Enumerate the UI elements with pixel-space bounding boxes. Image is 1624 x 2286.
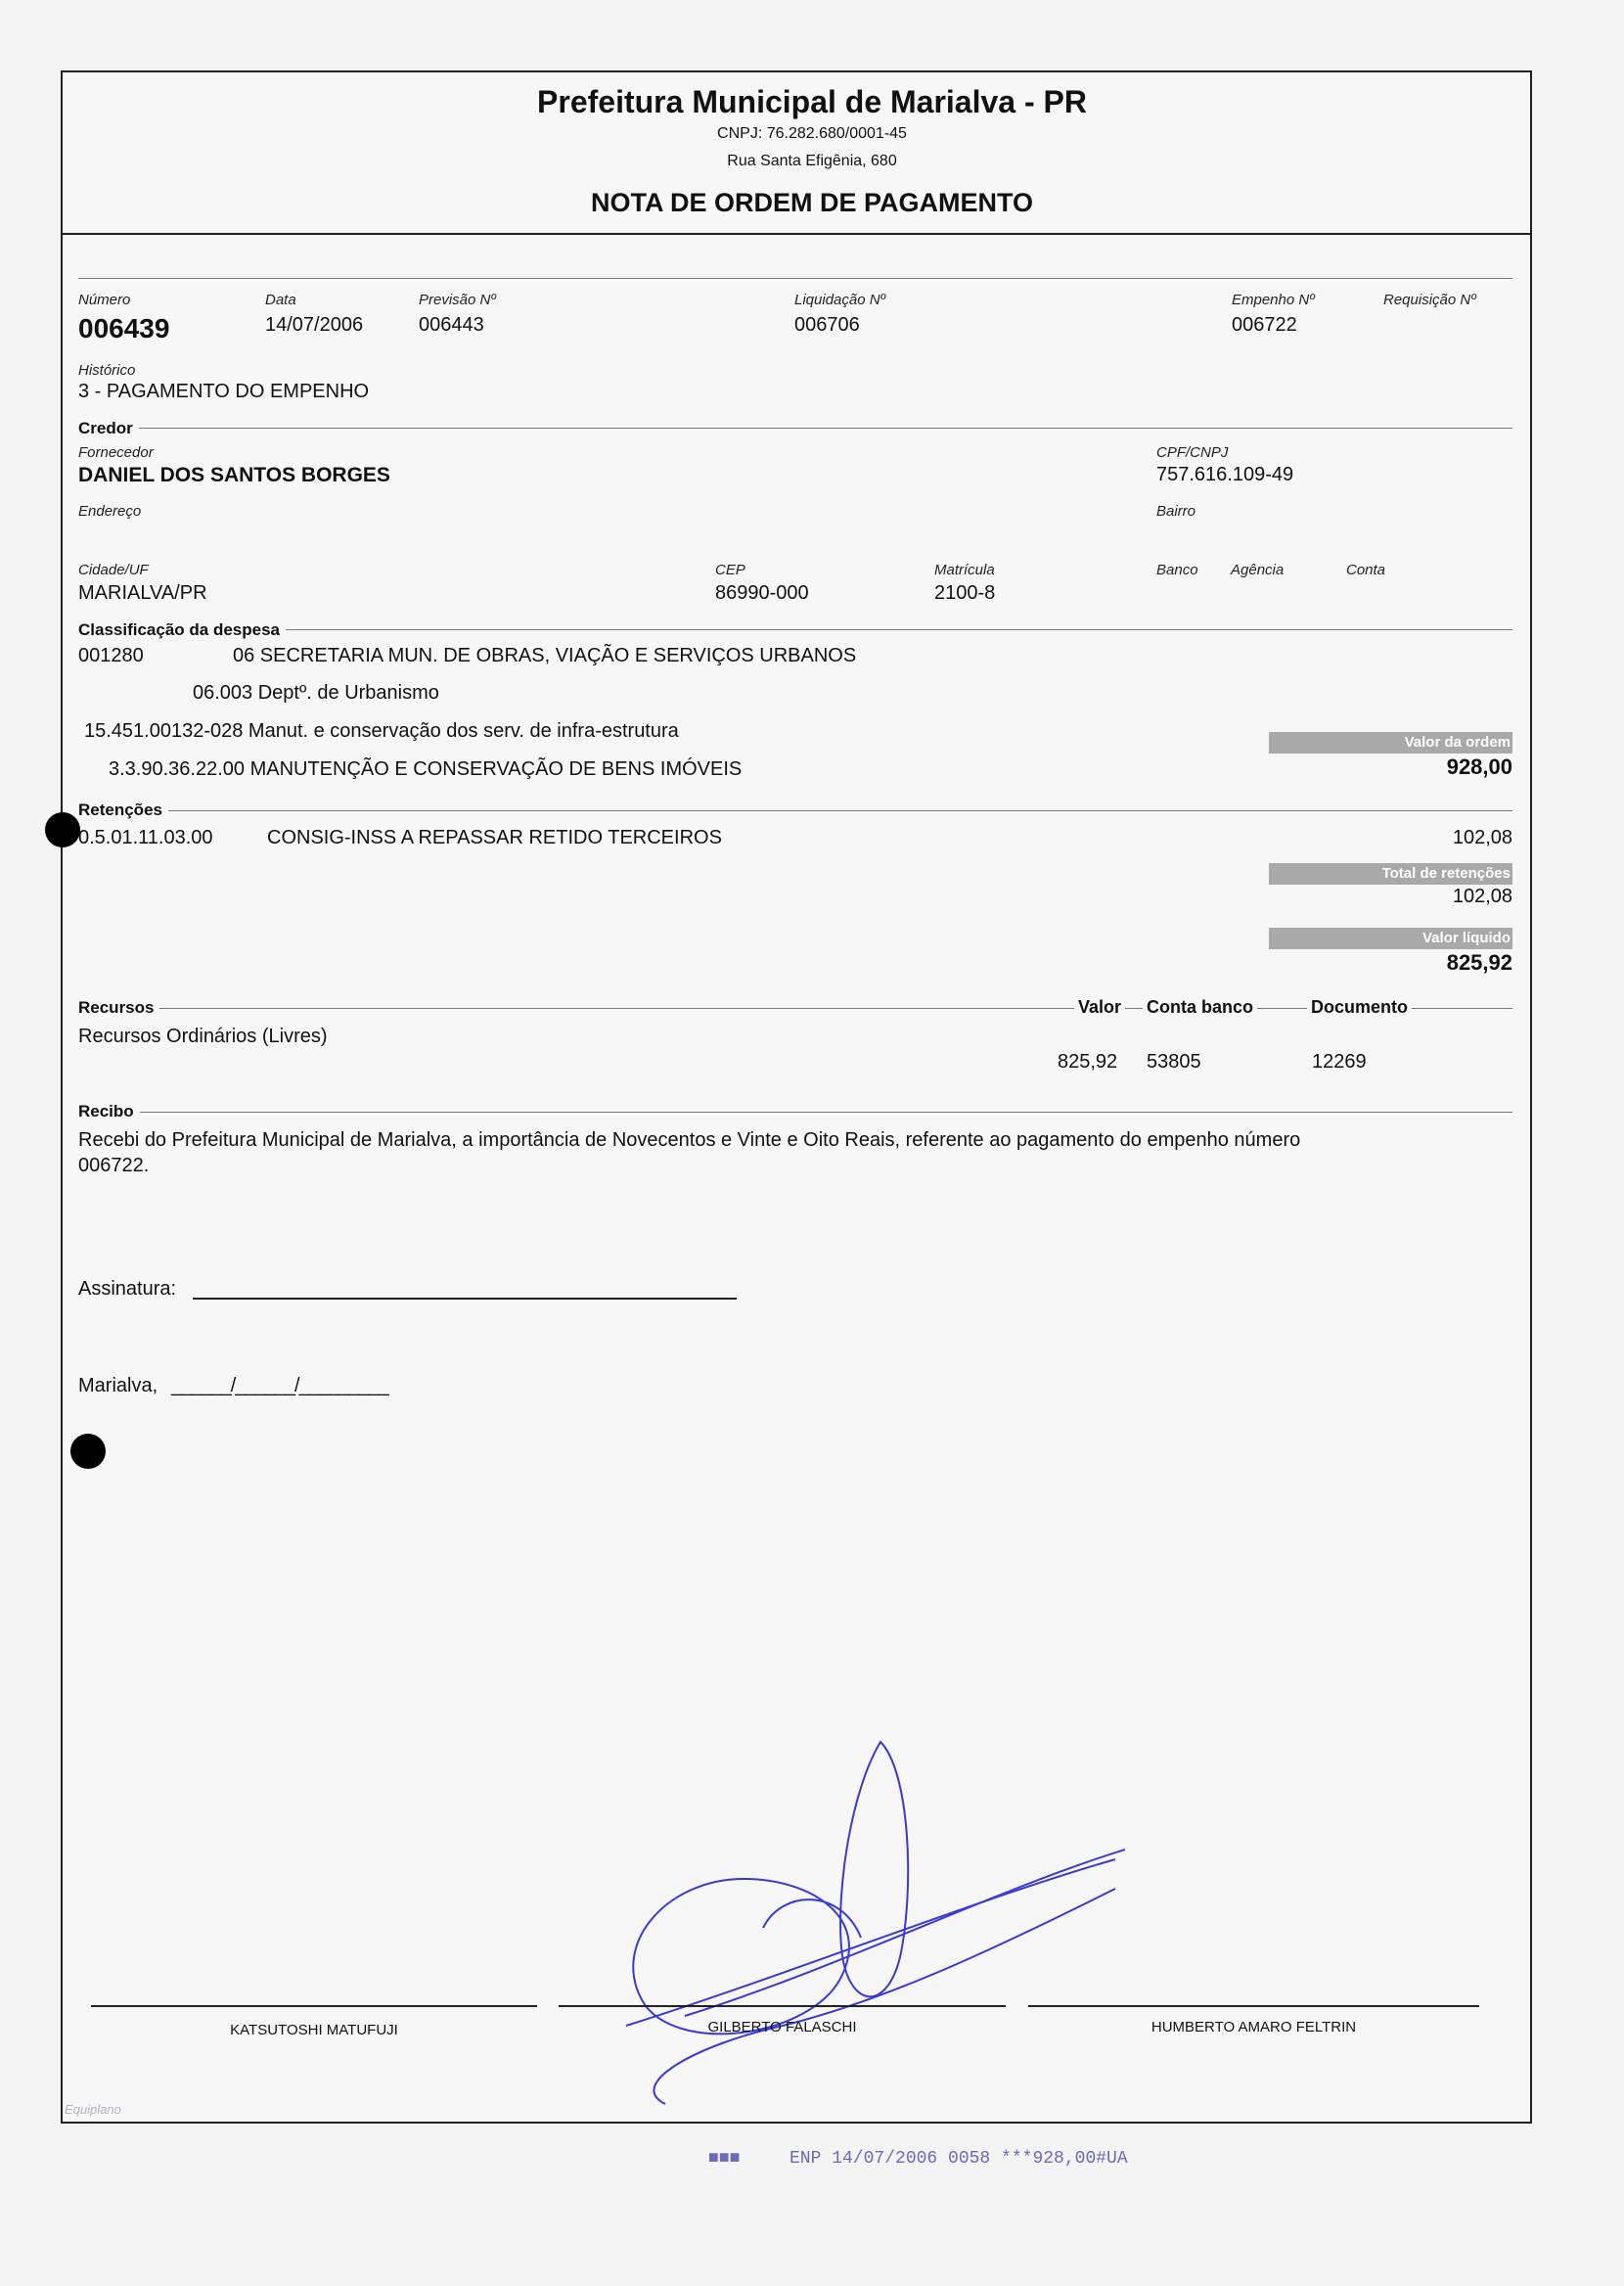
total-retencoes-label: Total de retenções xyxy=(1269,863,1512,885)
recibo-section-title: Recibo xyxy=(78,1102,140,1121)
recursos-documento-label: Documento xyxy=(1307,997,1412,1018)
recursos-desc: Recursos Ordinários (Livres) xyxy=(78,1026,328,1047)
local-label: Marialva, xyxy=(78,1375,158,1396)
recursos-conta-label: Conta banco xyxy=(1143,997,1257,1018)
fornecedor-value: DANIEL DOS SANTOS BORGES xyxy=(78,464,390,486)
retencao-value: 102,08 xyxy=(1452,827,1512,848)
bank-stamp: ENP 14/07/2006 0058 ***928,00#UA xyxy=(789,2149,1128,2169)
previsao-label: Previsão Nº xyxy=(419,292,496,308)
total-retencoes-value: 102,08 xyxy=(1452,886,1512,907)
requisicao-label: Requisição Nº xyxy=(1383,292,1476,308)
retencoes-line xyxy=(78,810,1512,811)
recursos-valor: 825,92 xyxy=(1058,1051,1118,1073)
historico-label: Histórico xyxy=(78,362,136,379)
address-line: Rua Santa Efigênia, 680 xyxy=(727,153,897,169)
handwritten-signature xyxy=(587,1732,1135,2114)
retencao-desc: CONSIG-INSS A REPASSAR RETIDO TERCEIROS xyxy=(267,827,722,848)
valor-liquido-label: Valor líquido xyxy=(1269,928,1512,949)
signature-line-2 xyxy=(559,2005,1006,2007)
recursos-documento: 12269 xyxy=(1312,1051,1367,1073)
cep-label: CEP xyxy=(715,562,745,578)
cpf-value: 757.616.109-49 xyxy=(1156,464,1294,485)
agencia-label: Agência xyxy=(1231,562,1285,578)
classif-departamento: 06.003 Deptº. de Urbanismo xyxy=(193,682,439,704)
previsao-value: 006443 xyxy=(419,314,484,336)
credor-line xyxy=(78,428,1512,429)
valor-ordem-value: 928,00 xyxy=(1446,754,1512,779)
recursos-line xyxy=(78,1008,1512,1009)
valor-liquido-value: 825,92 xyxy=(1446,950,1512,975)
recibo-line xyxy=(78,1112,1512,1113)
recibo-text: Recebi do Prefeitura Municipal de Marialva, a importância de Novecentos e Vinte e Oito Reais, referente ao pagamento do empenho número xyxy=(78,1129,1301,1151)
classif-secretaria: 06 SECRETARIA MUN. DE OBRAS, VIAÇÃO E SERVIÇOS URBANOS xyxy=(233,645,857,666)
classif-code: 001280 xyxy=(78,645,144,666)
numero-label: Número xyxy=(78,292,131,308)
fornecedor-label: Fornecedor xyxy=(78,444,154,461)
classif-natureza: 3.3.90.36.22.00 MANUTENÇÃO E CONSERVAÇÃO DE BENS IMÓVEIS xyxy=(109,758,743,780)
bairro-label: Bairro xyxy=(1156,503,1196,520)
cep-value: 86990-000 xyxy=(715,582,809,604)
conta-label: Conta xyxy=(1346,562,1386,578)
data-label: Data xyxy=(265,292,296,308)
date-blanks: ______/______/_________ xyxy=(171,1375,388,1396)
signature-line-3 xyxy=(1028,2005,1479,2007)
cidade-label: Cidade/UF xyxy=(78,562,149,578)
signatory-1: KATSUTOSHI MATUFUJI xyxy=(230,2022,398,2038)
cnpj-line: CNPJ: 76.282.680/0001-45 xyxy=(717,125,907,142)
punch-hole-top xyxy=(45,812,80,847)
signatory-3: HUMBERTO AMARO FELTRIN xyxy=(1150,2019,1357,2035)
numero-value: 006439 xyxy=(78,313,170,343)
recibo-text-cont: 006722. xyxy=(78,1155,150,1176)
endereco-label: Endereço xyxy=(78,503,142,520)
matricula-label: Matrícula xyxy=(934,562,995,578)
recursos-valor-label: Valor xyxy=(1074,997,1125,1018)
recursos-section-title: Recursos xyxy=(78,998,159,1018)
signatory-2: GILBERTO FALASCHI xyxy=(707,2019,857,2035)
assinatura-line xyxy=(193,1298,737,1300)
assinatura-label: Assinatura: xyxy=(78,1278,177,1300)
ident-top-line xyxy=(78,278,1512,279)
empenho-label: Empenho Nº xyxy=(1232,292,1315,308)
bank-stamp-icon: ■■■ xyxy=(708,2149,741,2169)
document-title: NOTA DE ORDEM DE PAGAMENTO xyxy=(590,188,1033,217)
empenho-value: 006722 xyxy=(1232,314,1297,336)
historico-value: 3 - PAGAMENTO DO EMPENHO xyxy=(78,381,370,402)
cidade-value: MARIALVA/PR xyxy=(78,582,207,604)
credor-section-title: Credor xyxy=(78,419,139,438)
retencao-code: 0.5.01.11.03.00 xyxy=(78,827,213,848)
municipality-title: Prefeitura Municipal de Marialva - PR xyxy=(537,84,1087,119)
header-divider xyxy=(61,233,1530,235)
punch-hole-bottom xyxy=(70,1434,106,1469)
classificacao-section-title: Classificação da despesa xyxy=(78,620,286,640)
cpf-label: CPF/CNPJ xyxy=(1156,444,1229,461)
valor-ordem-label: Valor da ordem xyxy=(1269,732,1512,754)
liquidacao-value: 006706 xyxy=(794,314,860,336)
retencoes-section-title: Retenções xyxy=(78,800,168,820)
data-value: 14/07/2006 xyxy=(265,314,364,336)
software-watermark: Equiplano xyxy=(65,2102,121,2117)
classificacao-line xyxy=(78,629,1512,630)
banco-label: Banco xyxy=(1156,562,1198,578)
matricula-value: 2100-8 xyxy=(934,582,996,604)
classif-programa: 15.451.00132-028 Manut. e conservação dos serv. de infra-estrutura xyxy=(84,720,679,742)
recursos-conta: 53805 xyxy=(1147,1051,1201,1073)
signature-line-1 xyxy=(91,2005,537,2007)
liquidacao-label: Liquidação Nº xyxy=(794,292,886,308)
